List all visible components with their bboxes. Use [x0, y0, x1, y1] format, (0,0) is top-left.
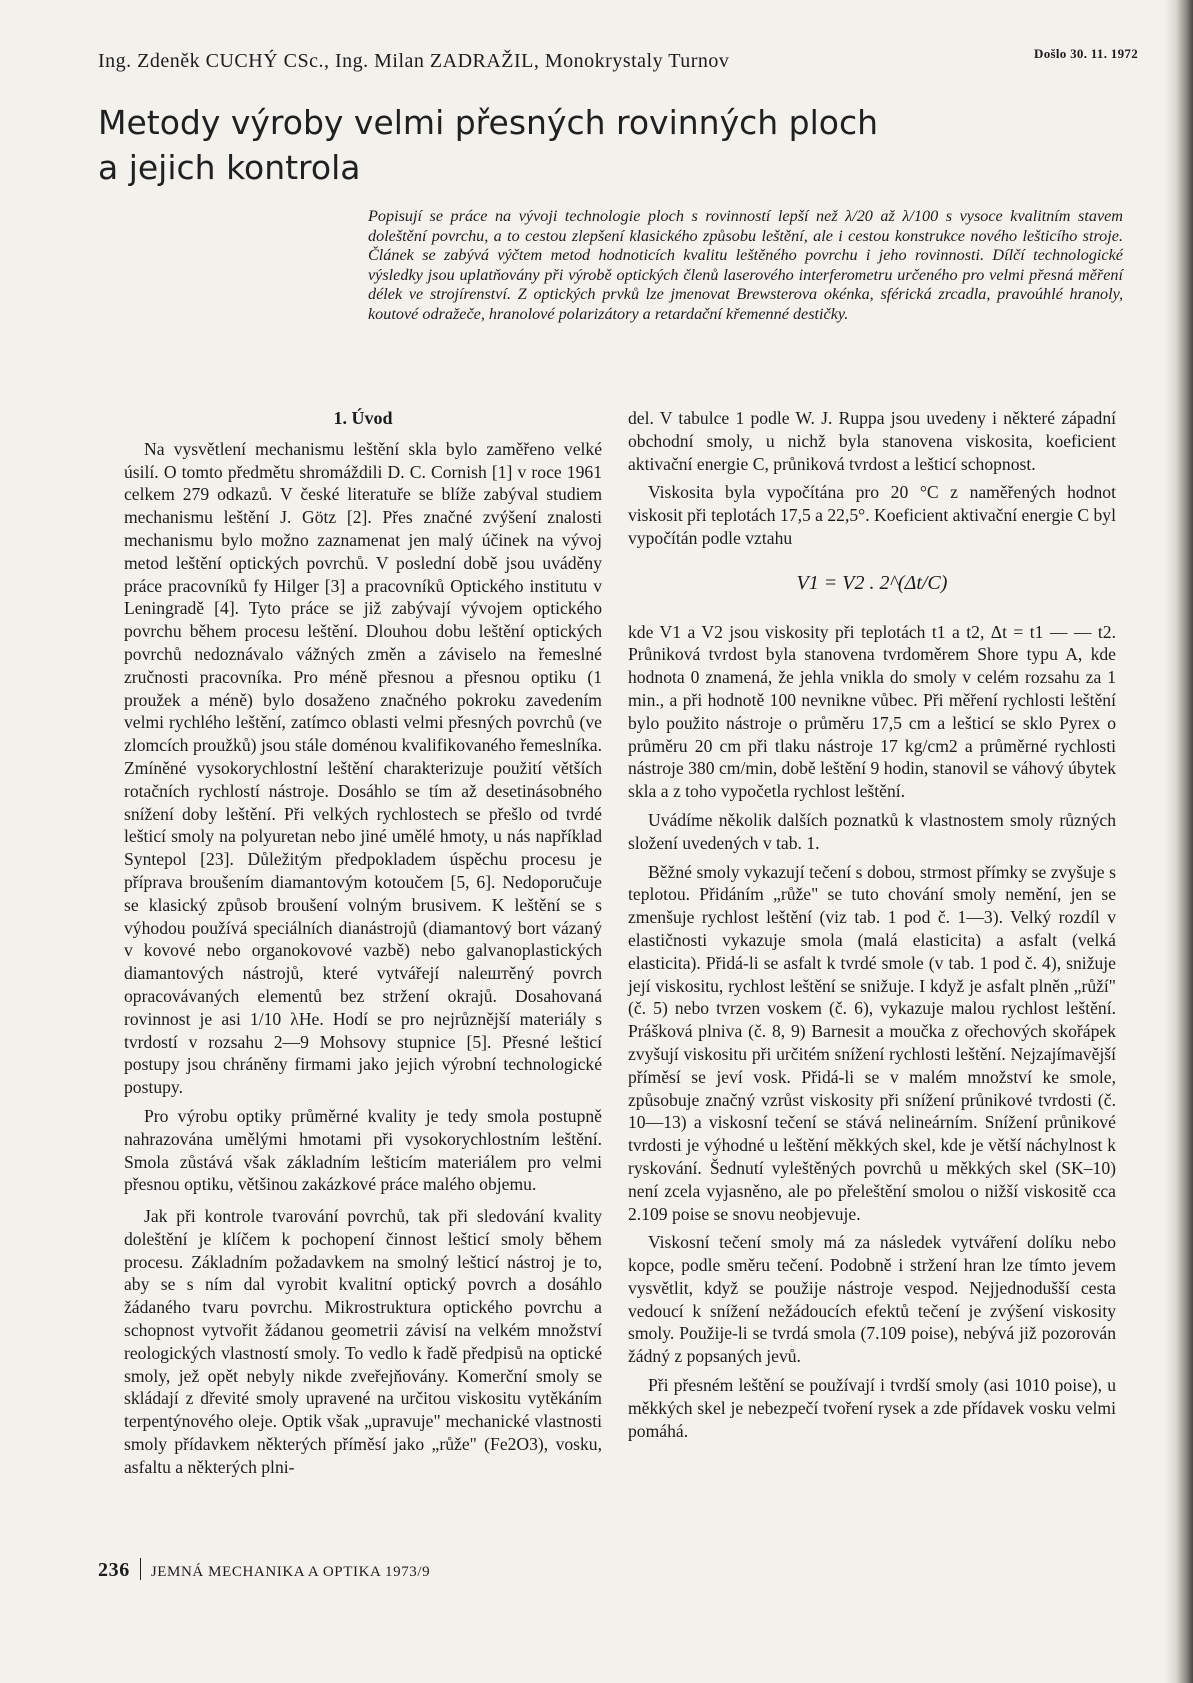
paragraph: Jak při kontrole tvarování povrchů, tak při sledování kvality doleštění je klíčem k pochopení činnost lešticí smoly během procesu. Základním požadavkem na smolný lešticí nástroj je to, aby se s ním dal vyrobit kvalitní optický povrch a dosáhlo žádaného tvaru povrchu. Mikrostruktura optického povrchu a schopnost vytvořit žádanou geometrii závisí na velkém množství reologických vlastností smoly. To vedlo k řadě předpisů na optické smoly, jež opět nebyly nikde zveřejňovány. Komerční smoly se skládají z dřevité smoly upravené na určitou viskositu vytěkáním terpentýnového oleje. Optik však „upravuje" mechanické vlastnosti smoly přídavkem některých příměsí jako „růže" (Fe2O3), vosku, asfaltu a některých plni- — [124, 1206, 602, 1477]
received-date: Došlo 30. 11. 1972 — [1034, 46, 1138, 61]
journal-name: JEMNÁ MECHANIKA A OPTIKA 1973/9 — [150, 1564, 431, 1580]
viscosity-formula: V1 = V2 . 2^(Δt/C) — [796, 571, 948, 594]
page-footer — [98, 1558, 430, 1582]
paragraph: Běžné smoly vykazují tečení s dobou, strmost přímky se zvyšuje s teplotou. Přidáním „růže" se tuto chování smoly nemění, jen se zmenšuje rychlost leštění (viz tab. 1 pod č. 1—3). Velký rozdíl v elastičnosti vykazuje smola (malá elasticita) a asfalt (velká elasticita). Přidá-li se asfalt k tvrdé smole (v tab. 1 pod č. 4), snižuje její viskositu, rychlost leštění se snižuje. I když je asfalt plněn „růží" (č. 5) nebo tvrzen voskem (č. 6), vykazuje malou rychlost leštění. Prášková plniva (č. 8, 9) Barnesit a moučka z ořechových skořápek zvyšují viskositu při určitém snížení rychlosti leštění. Nejzajímavější příměsí se jeví vosk. Přidá-li se v malém množství ke smole, způsobuje značný vzrůst viskosity při snížení průnikové tvrdosti (č. 10—13) a viskosní tečení se stává nelineárním. Snížení průnikové tvrdosti je výhodné u leštění měkkých skel, kde je větší náchylnost k ryskování. Šednutí vyleštěných povrchů u měkkých skel (SK–10) není zcela vyjasněno, ale po přeleštění smolou o nižší viskositě cca 2.109 poise se snovu neobjevuje. — [628, 861, 1116, 1224]
paragraph: Viskosní tečení smoly má za následek vytváření dolíku nebo kopce, podle směru tečení. Podobně i stržení hran lze tímto jevem vysvětlit, když se použije nástroje vespod. Nejjednodušší cesta vedoucí k snížení nežádoucích efektů tečení je zvýšení viskosity smoly. Použije-li se tvrdá smola (7.109 poise), nebývá již pozorován žádný z popsaných jevů. — [628, 1232, 1116, 1367]
title-line-1: Metody výroby velmi přesných rovinných ploch — [98, 103, 879, 142]
paragraph: Při přesném leštění se používají i tvrdší smoly (asi 1010 poise), u měkkých skel je nebezpečí tvoření rysek a zde přídavek vosku velmi pomáhá. — [628, 1375, 1116, 1441]
footer-divider — [140, 1558, 141, 1580]
paragraph: Pro výrobu optiky průměrné kvality je tedy smola postupně nahrazována umělými hmotami při vysokorychlostním leštění. Smola zůstává však základním lešticím materiálem pro velmi přesnou optiku, většinou zakázkové práce malého objemu. — [124, 1105, 602, 1195]
paragraph: del. V tabulce 1 podle W. J. Ruppa jsou uvedeny i některé západní obchodní smoly, u nichž byla stanovena viskosita, koeficient aktivační energie C, průniková tvrdost a lešticí schopnost. — [628, 408, 1116, 474]
abstract: Popisují se práce na vývoji technologie ploch s rovinností lepší než λ/20 až λ/100 s vysoce kvalitním stavem doleštění povrchu, a to cestou zlepšení klasického způsobu leštění, ale i cestou konstrukce nového lešticího stroje. Článek se zabývá výčtem metod hodnoticích kvalitu leštěného povrchu i jeho rovinnosti. Dílčí technologické výsledky jsou uplatňovány při výrobě optických členů laserového interferometru určeného pro velmi přesná měření délek ve strojírenství. Z optických prvků lze jmenovat Brewsterova okénka, sférická zrcadla, pravoúhlé hranoly, koutové odražeče, hranolové polarizátory a retardační křemenné destičky. — [368, 207, 1123, 323]
paragraph: Viskosita byla vypočítána pro 20 °C z naměřených hodnot viskosit při teplotách 17,5 a 22,5°. Koeficient aktivační energie C byl vypočítán podle vztahu — [628, 482, 1116, 548]
left-column — [124, 407, 602, 1479]
page-number: 236 — [98, 1559, 130, 1581]
paragraph: Uvádíme několik dalších poznatků k vlastnostem smoly různých složení uvedených v tab. 1. — [628, 809, 1116, 853]
book-spine-shadow — [1165, 0, 1193, 1683]
section-heading: 1. Úvod — [333, 408, 393, 428]
paragraph: Na vysvětlení mechanismu leštění skla bylo zaměřeno velké úsilí. O tomto předmětu shromáždili D. C. Cornish [1] v roce 1961 celkem 279 odkazů. V české literatuře se blíže zabýval studiem mechanismu leštění J. Götz [2]. Přes značné zvýšení znalosti mechanismu bylo možno zaznamenat jen malý účinek na vývoj metod leštění optických povrchů. V poslední době jsou uváděny práce pracovníků fy Hilger [3] a pracovníků Optického institutu v Leningradě [4]. Tyto práce se již zabývají vývojem optického povrchu během procesu leštění. Dlouhou dobu leštění optických povrchů nedoznávalo vážných změn a záviselo na řemeslné zručnosti pracovníka. Pro méně přesnou a přesnou optiku (1 proužek a méně) bylo dosaženo značného pokroku zavedením velmi rychlého leštění, zatímco oblasti velmi přesných povrchů (ve zlomcích proužků) jsou stále doménou kvalifikovaného řemeslníka. Zmíněné vysokorychlostní leštění charakterizuje použití větších rotačních rychlostí nástroje. Dosáhlo se tím až desetinásobného snížení doby leštění. Při velkých rychlostech se přešlo od tvrdé lešticí smoly na polyuretan nebo jiné umělé hmoty, u nás například Syntepol [23]. Důležitým předpokladem úspěchu procesu je příprava broušením diamantovým kotoučem [5, 6]. Nedoporučuje se klasický způsob broušení volným brusivem. K leštění se s výhodou používá speciálních dianástrojů (diamantový bort vázaný v kovové nebo organokovové vazbě) nebo galvanoplastických diamantových nástrojů, které vytvářejí nalештěný povrch opracovávaných elementů bez stržení okrajů. Dosahovaná rovinnost je asi 1/10 λHe. Hodí se pro nejrůznější materiály s tvrdostí v rozsahu 2—9 Mohsovy stupnice [5]. Přesné lešticí postupy jsou chráněny firmami jako jejich výrobní technologické postupy. — [124, 438, 602, 1098]
authors-line: Ing. Zdeněk CUCHÝ CSc., Ing. Milan ZADRAŽIL, Monokrystaly Turnov — [98, 50, 730, 72]
right-column — [628, 407, 1116, 1442]
title-line-2: a jejich kontrola — [98, 148, 361, 187]
article-title — [98, 100, 998, 190]
paragraph: kde V1 a V2 jsou viskosity při teplotách t1 a t2, Δt = t1 — — t2. Průniková tvrdost byla stanovena tvrdoměrem Shore typu A, kde hodnota 0 znamená, že jehla vnikla do smoly v celém rozsahu za 1 min., a při hodnotě 100 nevnikne vůbec. Při měření rychlosti leštění bylo použito nástroje o průměru 17,5 cm a lešticí se sklo Pyrex o průměru 20 cm při tlaku nástroje 17 kg/cm2 a průměrné rychlosti nástroje 380 cm/min, době leštění 9 hodin, stanovil se váhový úbytek skla a z toho vypočetla rychlost leštění. — [628, 621, 1116, 802]
